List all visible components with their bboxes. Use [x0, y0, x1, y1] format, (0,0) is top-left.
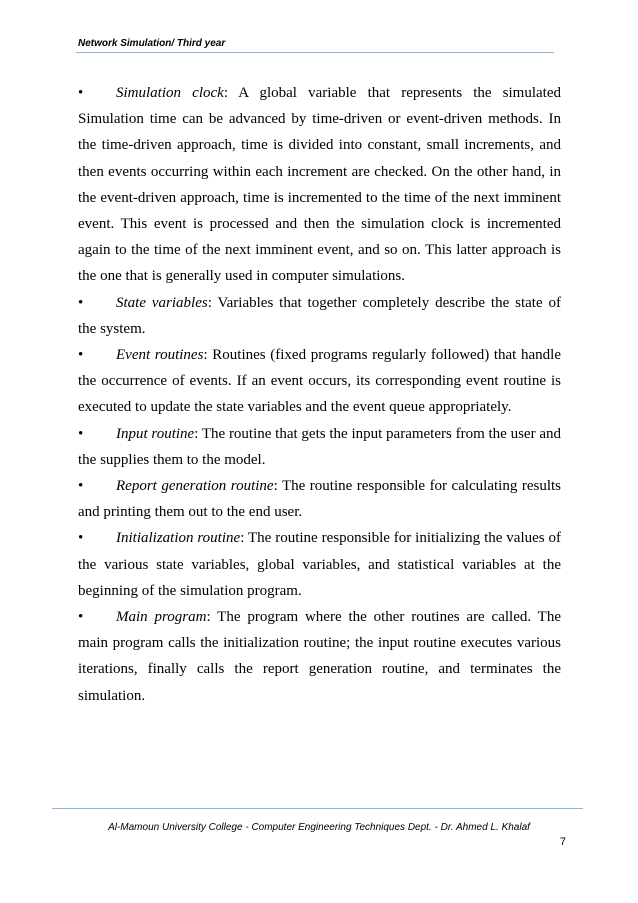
definition-simulation-clock: : A global variable that represents the simulated Simulation time can be advanced by time-driven or event-driven methods. In the time-driven approach, time is divided into constant, small increments, and then events occurring within each increment are checked. On the other hand, in the event-driven approach, time is incremented to the time of the next imminent event. This event is processed and then the simulation clock is incremented again to the time of the next imminent event, and so on. This latter approach is the one that is generally used in computer simulations. [78, 85, 561, 285]
body-content [78, 80, 561, 709]
term-main-program: Main program [116, 609, 207, 626]
bullet-icon: • [78, 425, 84, 442]
bullet-state-variables [78, 290, 561, 342]
definition-initialization-routine: : The routine responsible for initializing the values of the various state variables, global variables, and statistical variables at the beginning of the simulation program. [78, 530, 561, 599]
header-title: Network Simulation/ Third year [78, 38, 226, 49]
footer-divider [52, 808, 583, 809]
bullet-icon: • [78, 478, 84, 495]
bullet-main-program [78, 604, 561, 709]
header-divider [76, 52, 554, 53]
definition-event-routines: : Routines (fixed programs regularly followed) that handle the occurrence of events. If an event occurs, its corresponding event routine is executed to update the state variables and the event queue appropriately. [78, 347, 562, 416]
bullet-simulation-clock [78, 80, 561, 290]
bullet-icon: • [78, 530, 84, 547]
term-state-variables: State variables [116, 294, 208, 311]
bullet-report-generation-routine [78, 473, 561, 525]
bullet-icon: • [78, 294, 84, 311]
bullet-event-routines [78, 342, 561, 421]
definition-state-variables: : Variables that together completely describe the state of the system. [78, 294, 561, 337]
definition-report-generation-routine: : The routine responsible for calculating results and printing them out to the end user. [78, 478, 561, 521]
footer-text: Al-Mamoun University College - Computer Engineering Techniques Dept. - Dr. Ahmed L. Khalaf [108, 822, 530, 833]
bullet-initialization-routine [78, 525, 561, 604]
bullet-icon: • [78, 609, 84, 626]
definition-input-routine: : The routine that gets the input parameters from the user and the supplies them to the model. [78, 425, 561, 468]
definition-main-program: : The program where the other routines are called. The main program calls the initialization routine; the input routine executes various iterations, finally calls the report generation routine, and terminates the simulation. [78, 609, 561, 704]
term-report-generation-routine: Report generation routine [116, 478, 274, 495]
term-initialization-routine: Initialization routine [116, 530, 241, 547]
term-simulation-clock: Simulation clock [116, 85, 224, 101]
bullet-input-routine [78, 421, 561, 473]
bullet-icon: • [78, 85, 84, 101]
page-number: 7 [559, 836, 566, 848]
term-event-routines: Event routines [116, 347, 204, 364]
bullet-icon: • [78, 347, 84, 364]
term-input-routine: Input routine [116, 425, 195, 442]
